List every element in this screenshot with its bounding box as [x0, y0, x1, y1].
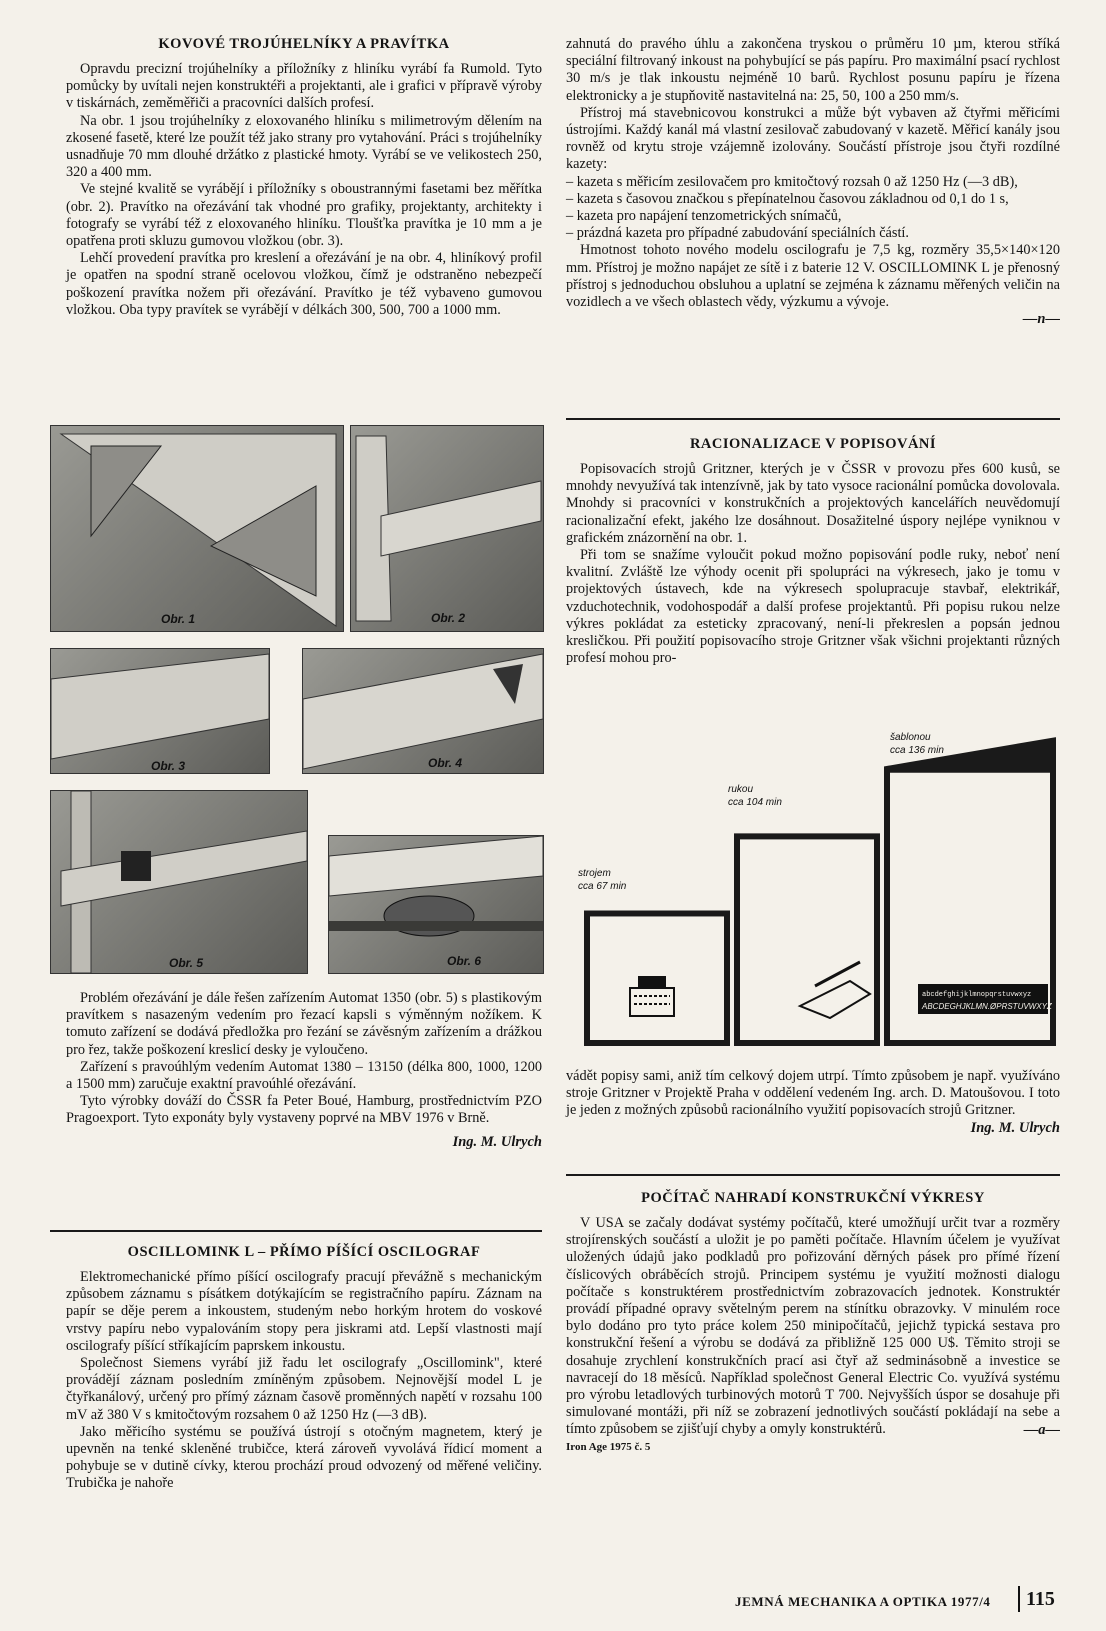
article-title: RACIONALIZACE V POPISOVÁNÍ — [689, 436, 937, 452]
list-item: – kazeta s časovou značkou s přepínatelnou časovou základnou od 0,1 do 1 s, — [566, 190, 1009, 207]
paragraph: zahnutá do pravého úhlu a zakončena tryskou o průměru 10 µm, kterou stříká speciální filtrovaný inkoust na pohybující se pás papíru. Pro maximální psací rychlost 30 m/s je tlak inkoustu nejméně 10 barů. Rychlost posunu papíru je řízena elektronicky a je stupňovitě nastavitelná na: 25, 50, 100 a 250 mm/s. — [566, 36, 1060, 104]
stencil-text-upper: ABCDEGHJKLMN.ØPRSTUVWXYZ — [922, 1002, 1052, 1011]
article-oscillomink — [66, 1244, 542, 1493]
author-signature: —n— — [1022, 311, 1060, 328]
article-kovove-trojuhelniky-cont — [66, 990, 542, 1151]
photo-caption: Obr. 5 — [169, 956, 204, 970]
time-comparison-figure — [560, 726, 1060, 1051]
paragraph: Přístroj má stavebnicovou konstrukci a může být vybaven až čtyřmi měřicími ústrojími. Každý kanál má vlastní zesilovač zabudovaný v kazetě. Měřicí kanály jsou rovněž od krytu stroje vzájemně izolovány. Součástí přístroje jsou čtyři rozdílné kazety: — [566, 104, 1060, 173]
article-racionalizace-cont — [566, 1068, 1060, 1137]
list-item: – prázdná kazeta pro případné zabudování speciálních částí. — [566, 225, 909, 242]
paragraph: V USA se začaly dodávat systémy počítačů, které umožňují určit tvar a rozměry strojírenských součástí a uložit je po paměti počítače. Hlavním účelem je využívat uložených údajů jako podkladů pro pořizování děrných pásek pro přímé řízení číslicových obráběcích strojů. Principem systému je využití možnosti dialogu počítače s konstruktérem prostřednictvím zobrazovacích jednotek. Konstruktér provádí případné opravy světelným perem na stínítku obrazovky. V minulém roce bylo dodáno pro tyto práce kolem 250 minipočítačů, jejichž typická sestava pro konstrukční řešení a výrobu se dodává za přibližně 125 000 U$. Těmito stroji se dosahuje zrychlení konstrukčních prací asi čtyř až sedminásobně a investice se navracejí do 18 měsíců. Například společnost General Electric Co. využívá systému pro výrobu letadlových turbinových motorů T 700. Nejvyšších úspor se dosahuje při simulované montáži, při níž se zobrazení jednotlivých součástí pokládají na sebe a tímto způsobem se zjišťují chyby a omyly konstruktérů. — [566, 1215, 1060, 1438]
photo-obr1-triangles — [50, 425, 344, 632]
article-title: OSCILLOMINK L – PŘÍMO PÍŠÍCÍ OSCILOGRAF — [127, 1244, 481, 1260]
paragraph: Při tom se snažíme vyloučit pokud možno popisování podle ruky, neboť není kvalitní. Zvláště lze výhody ocenit při spolupráci na výkresech, jako je tomu v projektových ústavech, kde na výkresech spolupracuje stavbař, elektrikář, vzduchotechnik, vodohospodář a další profese projektantů. Při popisu rukou nelze výkres pokládat za esteticky zpracovaný, není-li překreslen a popsán jednou kresličkou. Při použití popisovacího stroje Gritzner však všichni projektanti různých profesí mohou pro- — [566, 547, 1060, 667]
label-strojem: strojem — [578, 868, 611, 879]
page-number: 115 — [1026, 1588, 1055, 1610]
value-strojem: cca 67 min — [578, 881, 627, 892]
cutting-ruler-drawing — [51, 649, 269, 773]
paragraph: Společnost Siemens vyrábí již řadu let oscilografy „Oscillomink", které provádějí záznam posledním zmíněným způsobem. Nejnovější model L je čtyřkanálový, určený pro přímý záznam časově proměnných napětí v rozsahu 100 mV až 380 V s kmitočtovým rozsahem 0 až 1250 Hz (—3 dB). — [66, 1355, 542, 1423]
author-signature: Ing. M. Ulrych — [452, 1133, 542, 1150]
paragraph: Hmotnost tohoto nového modelu oscilografu je 7,5 kg, rozměry 35,5×140×120 mm. Přístroj je možno napájet ze sítě i z baterie 12 V. OSCILLOMINK L je přenosný přístroj s jednoduchou obsluhou a uplatní se zejména k záznamu měřených veličin na vozidlech a ve všech oblastech vědy, výzkumu a vývoje. — [566, 242, 1060, 311]
article-kovove-trojuhelniky — [66, 36, 542, 319]
author-signature: —a— — [1023, 1421, 1060, 1438]
paragraph: Lehčí provedení pravítka pro kreslení a ořezávání je na obr. 4, hliníkový profil je opatřen na spodní straně ocelovou vložkou, čímž je odstraněno nebezpečí poškození pravítka nožem při ořezávání. Pravítko je též vybaveno gumovou vložkou. Oba typy pravítek se vyrábějí v délkách 300, 500, 700 a 1000 mm. — [66, 250, 542, 318]
photo-obr2-ruler — [350, 425, 544, 632]
paragraph: Zařízení s pravoúhlým vedením Automat 1380 – 13150 (délka 800, 1000, 1200 a 1500 mm) zaručuje exaktní pravoúhlé ořezávání. — [66, 1058, 542, 1093]
label-sablonou: šablonou — [890, 732, 931, 743]
triangle-drawing — [51, 426, 343, 631]
list-item: – kazeta pro napájení tenzometrických snímačů, — [566, 208, 842, 225]
bar-inner-rukou — [740, 839, 874, 1040]
label-rukou: rukou — [728, 784, 754, 795]
photo-obr3-cutting-ruler — [50, 648, 270, 774]
paragraph: Tyto výrobky dováží do ČSSR fa Peter Boué, Hamburg, prostřednictvím PZO Pragoexport. Tyto exponáty byly vystaveny poprvé na MBV 1976 v Brně. — [66, 1093, 542, 1127]
photo-obr4-light-ruler — [302, 648, 544, 774]
paragraph: Opravdu precizní trojúhelníky a příložníky z hliníku vyrábí fa Rumold. Tyto pomůcky by uvítali nejen konstruktéři a projektanti, ale i grafici v přípravě výroby v tiskárnách, zeměměřiči a pracovníci dalších profesí. — [66, 61, 542, 112]
photo-caption: Obr. 2 — [431, 611, 466, 625]
article-pocitac — [566, 1190, 1060, 1453]
source-citation: Iron Age 1975 č. 5 — [566, 1440, 651, 1453]
value-rukou: cca 104 min — [728, 797, 782, 808]
paragraph: Jako měřicího systému se používá ústrojí s otočným magnetem, který je upevněn na tenké skleněné trubičce, která zároveň vyvolává řídicí moment a pohybuje se v dutině cívky, kterou prochází proud odvozený od měřené veličiny. Trubička je nahoře — [66, 1423, 542, 1492]
article-oscillomink-cont — [566, 36, 1060, 328]
paragraph: Ve stejné kvalitě se vyrábějí i příložníky s oboustrannými fasetami bez měřítka (obr. 2). Pravítko na ořezávání tak vhodné pro grafiky, projektanty, architekty i fotografy se vyrábí též z eloxovaného hliníku. Tloušťka pravítka je 10 mm a je opatřena proti skluzu gumovou vložkou (obr. 3). — [66, 181, 542, 250]
photo-caption: Obr. 3 — [151, 759, 186, 773]
article-racionalizace — [566, 436, 1060, 667]
paragraph: Popisovacích strojů Gritzner, kterých je v ČSSR v provozu přes 600 kusů, se mnohdy nevyužívá tak intenzívně, jak by tato vysoce racionální pomůcka dovolovala. Mnohdy si pracovníci v konstrukčních a projektových kancelářích neuvědomují racionalizační efekt, jakého lze dosáhnout. Dosažitelné úspory nejlépe vyniknou v grafickém znázornění na obr. 1. — [566, 461, 1060, 546]
paragraph: Na obr. 1 jsou trojúhelníky z eloxovaného hliníku s milimetrovým dělením na zkosené fasetě, které lze použít též jako strany pro vytahování. Práci s trojúhelníky usnadňuje 70 mm dlouhé držátko z plastické hmoty. Vyrábí se ve velikostech 250, 320 a 400 mm. — [66, 112, 542, 181]
article-title: KOVOVÉ TROJÚHELNÍKY A PRAVÍTKA — [158, 36, 450, 52]
paragraph: vádět popisy sami, aniž tím celkový dojem utrpí. Tímto způsobem je např. využíváno stroje Gritzner v Projektě Praha v oddělení vedeném Ing. arch. D. Matoušovou. I toto je jeden z možných způsobů racionálního využití popisovacích strojů Gritzner. — [566, 1068, 1060, 1119]
paragraph: Elektromechanické přímo píšící oscilografy pracují převážně s mechanickým způsobem záznamu s písátkem dotýkajícím se registračního papíru. Záznam na papír se děje perem a inkoustem, studeným nebo horkým hrotem do voskové vrstvy papíru nebo vypalováním stopy pera jiskrami atd. Lepší vlastnosti mají oscilografy píšící stříkajícím paprskem inkoustu. — [66, 1269, 542, 1354]
divider — [566, 418, 1060, 420]
photo-obr6-cutter — [328, 835, 544, 974]
list-item: – kazeta s měřicím zesilovačem pro kmitočtový rozsah 0 až 1250 Hz (—3 dB), — [566, 173, 1018, 190]
author-signature: Ing. M. Ulrych — [970, 1119, 1060, 1136]
photo-caption: Obr. 6 — [447, 954, 482, 968]
journal-name: JEMNÁ MECHANIKA A OPTIKA 1977/4 — [735, 1594, 991, 1609]
photo-obr5-automat — [50, 790, 308, 974]
article-title: POČÍTAČ NAHRADÍ KONSTRUKČNÍ VÝKRESY — [641, 1190, 985, 1206]
value-sablonou: cca 136 min — [890, 745, 944, 756]
divider — [566, 1174, 1060, 1176]
cassette-list — [566, 174, 1060, 243]
page-divider — [1018, 1586, 1020, 1612]
divider — [50, 1230, 542, 1232]
cutter-drawing — [329, 836, 543, 973]
light-ruler-drawing — [303, 649, 543, 773]
paragraph: Problém ořezávání je dále řešen zařízením Automat 1350 (obr. 5) s plastikovým pravítkem s nasazeným vedením pro řezací kapsli s výměnným nožíkem. K tomuto zařízení se dodává předložka pro řezání se závěsným zařízením a drážkou pro řez, takže poškození kreslicí desky je vyloučeno. — [66, 990, 542, 1058]
time-comparison-chart — [560, 726, 1060, 1051]
ruler-drawing — [351, 426, 543, 631]
stencil-text-lower: abcdefghijklmnopqrstuvwxyz — [922, 991, 1032, 999]
automat-drawing — [51, 791, 307, 973]
photo-caption: Obr. 4 — [428, 756, 463, 770]
photo-caption: Obr. 1 — [161, 612, 196, 626]
